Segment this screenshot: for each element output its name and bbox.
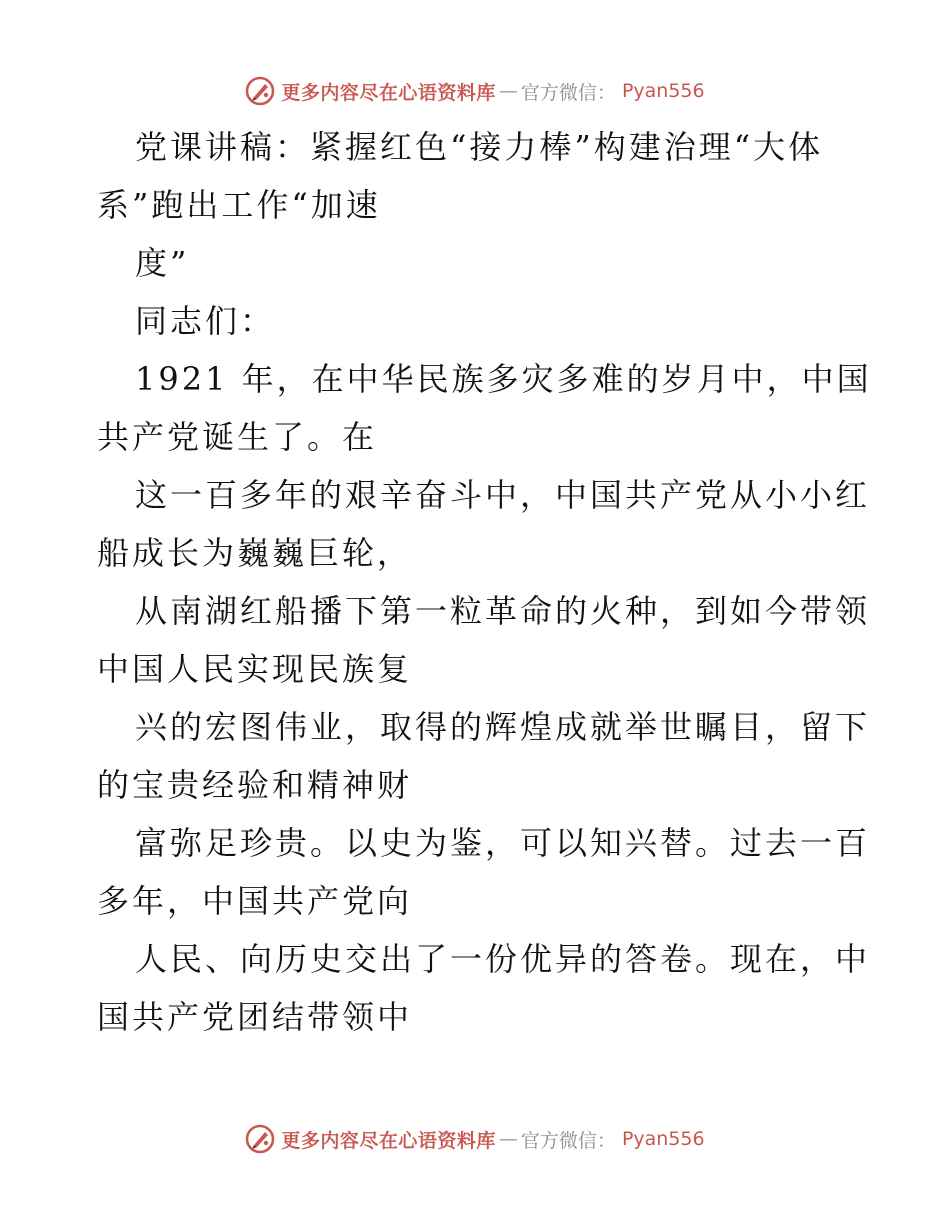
doc-paragraph-line: 共产党诞生了。在	[97, 418, 378, 456]
doc-paragraph-line: 的宝贵经验和精神财	[97, 766, 413, 804]
doc-paragraph-line: 兴的宏图伟业，取得的辉煌成就举世瞩目，留下	[135, 708, 871, 746]
brand-logo-icon	[245, 1124, 275, 1154]
doc-paragraph-line: 船成长为巍巍巨轮，	[97, 534, 413, 572]
doc-paragraph-line: 中国人民实现民族复	[97, 650, 413, 688]
watermark-label: 官方微信	[520, 1129, 597, 1152]
watermark-colon: ：	[596, 1129, 616, 1152]
doc-title-line-1: 党课讲稿：紧握红色“接力棒”构建治理“大体	[135, 128, 824, 166]
doc-paragraph-line: 这一百多年的艰辛奋斗中，中国共产党从小小红	[135, 476, 871, 514]
doc-paragraph-line: 人民、向历史交出了一份优异的答卷。现在，中	[135, 940, 871, 978]
footer-watermark	[0, 1122, 950, 1156]
watermark-brand: 更多内容尽在心语资料库	[281, 1129, 496, 1152]
watermark-separator: —	[498, 1128, 518, 1150]
brand-logo-icon	[245, 76, 275, 106]
doc-paragraph-line: 国共产党团结带领中	[97, 998, 413, 1036]
header-watermark	[0, 74, 950, 108]
watermark-label: 官方微信	[520, 81, 597, 104]
document-body	[97, 118, 872, 1046]
watermark-colon: ：	[596, 81, 616, 104]
doc-title-line-2: 系”跑出工作“加速	[97, 186, 381, 224]
doc-paragraph-line: 从南湖红船播下第一粒革命的火种，到如今带领	[135, 592, 871, 630]
watermark-brand: 更多内容尽在心语资料库	[281, 81, 496, 104]
watermark-wechat-id: Pyan556	[621, 1128, 705, 1150]
doc-title-line-3: 度”	[135, 244, 190, 282]
doc-paragraph-line: 富弥足珍贵。以史为鉴，可以知兴替。过去一百	[135, 824, 871, 862]
doc-salutation: 同志们：	[135, 302, 276, 340]
watermark-wechat-id: Pyan556	[621, 80, 705, 102]
doc-paragraph-line: 1921 年，在中华民族多灾多难的岁月中，中国	[135, 360, 872, 398]
watermark-separator: —	[498, 80, 518, 102]
doc-paragraph-line: 多年，中国共产党向	[97, 882, 413, 920]
